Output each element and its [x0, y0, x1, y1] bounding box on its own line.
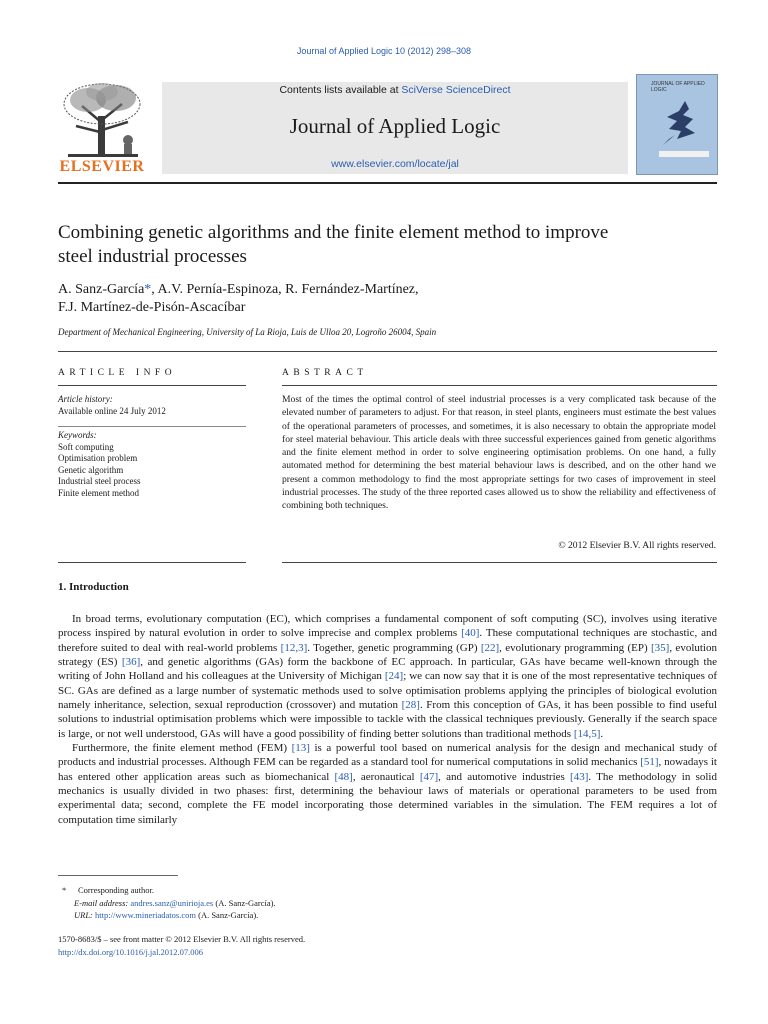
reference-link[interactable]: [14,5] — [573, 727, 601, 740]
intro-text: , evolutionary programming (EP) — [499, 641, 651, 654]
intro-paragraph-1 — [58, 612, 717, 827]
footnote-star: * — [62, 885, 67, 895]
intro-text: , aeronautical — [352, 770, 420, 783]
cover-title: JOURNAL OF APPLIED LOGIC — [651, 81, 705, 93]
section-heading-introduction: 1. Introduction — [58, 581, 129, 593]
affiliation-divider — [58, 351, 717, 352]
intro-text: . — [600, 727, 604, 740]
url-owner: (A. Sanz-García). — [195, 910, 259, 920]
article-info-bottom-rule — [58, 562, 246, 563]
keywords-rule — [58, 426, 246, 427]
reference-link[interactable]: [13] — [291, 742, 310, 755]
authors-line-2: F.J. Martínez-de-Pisón-Ascacíbar — [58, 300, 246, 315]
front-matter-info — [58, 933, 718, 958]
reference-link[interactable]: [36] — [121, 656, 141, 669]
keyword-item: Finite element method — [58, 487, 139, 498]
authors-rest: , A.V. Pernía-Espinoza, R. Fernández-Martínez, — [151, 282, 419, 297]
intro-text: . The methodology in solid mechanics is usually divided in two phases: first, determining the behaviour laws of materials or operational parameters to be used from experimental data; second, complete the FE model incorporating those determined variables in the simulation. The FEM requires a lot of computation time similarly — [58, 770, 717, 826]
reference-link[interactable]: [40] — [461, 627, 480, 640]
abstract-text: Most of the times the optimal control of steel industrial processes is a very complicated task because of the elevated number of parameters to adjust. For that reason, in steel plants, engineers must estimate the best values of the operational parameters of processes, and sometimes, it is also necessary to obtain the appropriate model for steel material behaviour. This article deals with three successful experiences gained from genetic algorithms and the finite element method in order to solve engineering optimisation problems. On one hand, a fully automated method for determining the best material behaviour laws is described, and on the other hand we present a common methodology to find the most appropriate settings for two cases of improvement in steel industrial processes. The study of the three reported cases allowed us to show the reliability and effectiveness of combining both techniques. — [282, 394, 716, 512]
intro-text: . These computational techniques are stochastic, and therefore suited to deal with real-world problems — [58, 627, 717, 654]
reference-link[interactable]: [35] — [651, 641, 670, 654]
abstract-heading: ABSTRACT — [282, 368, 368, 378]
abstract-bottom-rule — [282, 562, 717, 563]
sciencedirect-link[interactable]: SciVerse ScienceDirect — [401, 84, 511, 96]
intro-text: . From this conception of GAs, it has been possible to find useful solutions to industrial optimisation problems which were impossible to tackle with the classical techniques previously. Generally if the search space is large, or not well understood, GAs will have a good possibility of finding better solutions than traditional methods — [58, 699, 718, 740]
header-divider — [58, 182, 717, 184]
abstract-rule — [282, 385, 717, 386]
url-label: URL: — [74, 910, 93, 920]
contents-prefix: Contents lists available at — [279, 84, 402, 96]
reference-link[interactable]: [51] — [640, 756, 659, 769]
corresponding-author-marker[interactable]: * — [144, 282, 152, 297]
intro-text: , evolution strategy (ES) — [58, 641, 717, 669]
footnote-corresponding: Corresponding author. — [78, 885, 155, 895]
keywords-block — [58, 430, 248, 500]
keyword-item: Genetic algorithm — [58, 464, 124, 475]
reference-link[interactable]: [22] — [480, 641, 500, 654]
footnotes — [58, 884, 718, 922]
doi-link[interactable]: http://dx.doi.org/10.1016/j.jal.2012.07.006 — [58, 946, 204, 957]
article-history — [58, 394, 248, 417]
cover-art-icon — [655, 99, 705, 149]
paper-title — [58, 221, 718, 269]
intro-text: Furthermore, the finite element method (FEM) — [72, 742, 292, 755]
journal-url-link[interactable]: www.elsevier.com/locate/jal — [331, 158, 459, 170]
history-value: Available online 24 July 2012 — [58, 405, 166, 416]
paper-title-line-1: Combining genetic algorithms and the finite element method to improve — [58, 222, 609, 243]
email-owner: (A. Sanz-García). — [213, 897, 276, 908]
article-info-rule — [58, 385, 246, 386]
article-info-heading: ARTICLE INFO — [58, 368, 177, 378]
cover-label-strip — [659, 151, 709, 157]
reference-link[interactable]: [47] — [419, 770, 439, 783]
footnote-rule — [58, 875, 178, 876]
journal-title: Journal of Applied Logic — [289, 114, 501, 138]
author-list — [58, 281, 718, 317]
keyword-item: Industrial steel process — [58, 476, 141, 487]
keyword-item: Optimisation problem — [58, 453, 138, 464]
reference-link[interactable]: [48] — [334, 770, 353, 783]
email-link[interactable]: andres.sanz@unirioja.es — [130, 897, 214, 908]
journal-citation[interactable]: Journal of Applied Logic 10 (2012) 298–308 — [296, 46, 472, 56]
publisher-logo-text: ELSEVIER — [59, 158, 145, 175]
abstract-copyright: © 2012 Elsevier B.V. All rights reserved. — [558, 540, 716, 551]
contents-line — [162, 84, 628, 96]
intro-text: , and automotive industries — [438, 770, 571, 783]
intro-text: . Together, genetic programming (GP) — [307, 641, 481, 654]
keyword-item: Soft computing — [58, 441, 114, 452]
reference-link[interactable]: [43] — [570, 770, 589, 783]
intro-text: ; we can now say that it is one of the most representative techniques of SC. GAs are defined as a large number of systematic methods used to solve optimisation problems applying the principles of biological evolution namely inheritance, selection, sexual reproduction (crossover) and mutation — [58, 670, 718, 712]
reference-link[interactable]: [12,3] — [280, 641, 308, 654]
affiliation: Department of Mechanical Engineering, University of La Rioja, Luis de Ulloa 20, Logroño 26004, Spain — [58, 327, 437, 337]
intro-text: In broad terms, evolutionary computation (EC), which comprises a fundamental component of soft computing (SC), involves using iterative process inspired by natural evolution in order to solve imprecise and complex problems — [58, 613, 717, 640]
reference-link[interactable]: [28] — [401, 699, 420, 712]
keywords-label: Keywords: — [58, 430, 97, 440]
homepage-link[interactable]: http://www.mineriadatos.com — [95, 910, 196, 920]
intro-text: is a powerful tool based on numerical analysis for the design and mechanical study of products and industrial processes. Although FEM can be regarded as a standard tool for numerical computations in solid mechanics — [58, 742, 717, 769]
journal-banner — [162, 82, 628, 174]
paper-title-line-2: steel industrial processes — [58, 246, 247, 267]
issn-line: 1570-8683/$ – see front matter © 2012 Elsevier B.V. All rights reserved. — [58, 934, 306, 944]
journal-cover-image — [636, 74, 718, 175]
intro-text: , nowadays it has entered other application areas such as biomechanical — [58, 756, 717, 783]
intro-text: , and genetic algorithms (GAs) form the backbone of EC approach. In particular, GAs have became well-known through the writing of John Holland and his colleagues at the University of Michigan — [58, 656, 717, 683]
author-first: A. Sanz-García — [58, 282, 145, 297]
reference-link[interactable]: [24] — [384, 670, 404, 683]
email-label: E-mail address: — [74, 897, 129, 908]
history-label: Article history: — [58, 394, 113, 404]
